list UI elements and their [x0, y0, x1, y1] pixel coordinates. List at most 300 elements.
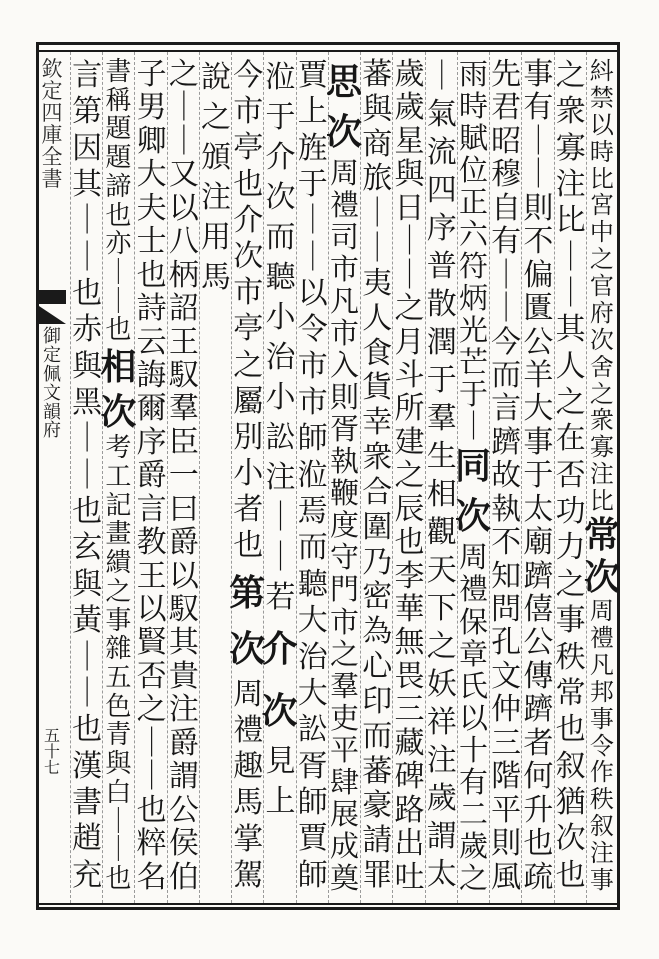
text-column: [583, 57, 620, 898]
text-char: 成: [330, 828, 360, 863]
text-char: 羊: [523, 357, 554, 393]
text-char: 王: [168, 324, 199, 360]
text-char: 師: [297, 421, 328, 457]
text-char: ｜: [491, 257, 522, 293]
text-char: 建: [394, 424, 425, 460]
text-char: 又: [168, 157, 199, 193]
text-char: 執: [491, 491, 522, 527]
text-char: 題: [105, 114, 132, 145]
text-char: 稱: [105, 85, 132, 116]
text-char: 不: [491, 525, 522, 561]
text-char: 蕃: [362, 57, 393, 92]
text-char: 大: [523, 391, 554, 427]
text-char: 于: [426, 363, 457, 398]
text-char: 商: [362, 126, 393, 162]
text-char: 賈: [297, 821, 328, 857]
book-title: 御 定 佩 文 韻 府: [43, 326, 61, 442]
text-char: 芒: [458, 345, 488, 380]
text-char: 合: [362, 474, 393, 510]
text-char: 昭: [491, 123, 522, 159]
text-char: 詔: [168, 291, 199, 327]
text-char: 二: [458, 796, 488, 831]
text-char: 守: [330, 540, 360, 575]
text-char: 傳: [523, 658, 554, 694]
text-char: 馭: [168, 357, 199, 393]
text-column: [394, 57, 425, 898]
text-char: 知: [491, 558, 522, 594]
headword-char: 次: [261, 690, 298, 732]
text-char: 記: [105, 490, 132, 521]
text-char: 之: [458, 860, 488, 895]
text-char: 文: [491, 658, 522, 694]
text-char: 食: [362, 335, 393, 371]
text-char: 衆: [589, 406, 614, 435]
text-char: 馬: [201, 260, 232, 295]
text-char: 以: [297, 276, 328, 312]
text-char: 穆: [491, 157, 522, 193]
text-char: 誨: [136, 357, 167, 393]
text-char: 一: [168, 458, 199, 494]
text-char: 市: [297, 348, 328, 384]
text-char: 師: [297, 784, 328, 820]
text-char: 乃: [362, 544, 393, 580]
text-char: 展: [330, 796, 360, 831]
text-char: 馬: [233, 785, 264, 821]
text-char: 上: [265, 784, 296, 819]
text-char: 之: [555, 385, 586, 421]
text-char: 也: [105, 315, 132, 346]
text-char: 聽: [265, 260, 296, 295]
text-char: 介: [233, 202, 264, 238]
text-char: 禮: [589, 624, 614, 653]
headword-char: 次: [326, 110, 363, 153]
text-char: 之: [105, 576, 132, 607]
text-char: ｜: [72, 203, 103, 239]
text-char: 躋: [491, 424, 522, 460]
text-column: [261, 58, 298, 898]
text-char: 雜: [105, 634, 132, 665]
text-char: 李: [394, 558, 425, 594]
text-char: 也: [555, 857, 586, 893]
text-column: [556, 58, 584, 898]
text-char: 辰: [394, 491, 425, 527]
text-char: 注: [589, 839, 614, 868]
text-char: 小: [265, 380, 296, 415]
text-char: 羣: [168, 391, 199, 427]
text-char: 作: [589, 758, 614, 787]
text-char: 階: [491, 759, 522, 795]
text-char: 趣: [233, 749, 264, 785]
text-char: 貴: [168, 658, 199, 694]
text-char: 侯: [168, 826, 199, 862]
headword-char: 介: [261, 628, 298, 670]
text-char: 色: [105, 691, 132, 722]
text-char: 正: [458, 185, 488, 220]
text-char: 吐: [394, 859, 425, 895]
text-char: 凡: [589, 650, 614, 679]
text-char: 府: [589, 298, 614, 327]
text-char: 所: [394, 391, 425, 427]
text-char: ｜: [105, 835, 132, 866]
text-column: [137, 58, 165, 898]
text-char: 趙: [72, 821, 103, 857]
text-char: 印: [362, 683, 393, 719]
text-char: 充: [72, 857, 103, 893]
text-char: 夷: [362, 265, 393, 301]
text-char: ｜: [426, 59, 457, 94]
text-char: 士: [136, 224, 167, 260]
text-char: 之: [555, 58, 586, 93]
text-char: 上: [297, 94, 328, 130]
text-char: 大: [297, 675, 328, 711]
text-char: 祥: [426, 705, 457, 740]
text-char: 訟: [265, 420, 296, 455]
text-char: 周: [233, 676, 264, 712]
text-char: 比: [589, 164, 614, 193]
text-char: 舍: [589, 352, 614, 381]
text-char: 市: [297, 385, 328, 421]
text-char: 奠: [330, 860, 360, 895]
text-char: 下: [426, 591, 457, 626]
text-char: 有: [458, 764, 488, 799]
text-char: 何: [523, 759, 554, 795]
text-char: 否: [555, 457, 586, 493]
text-char: 者: [523, 725, 554, 761]
text-char: 平: [330, 732, 360, 767]
text-column: [427, 58, 455, 898]
text-char: 斗: [394, 357, 425, 393]
text-char: 書: [105, 57, 132, 87]
text-char: 貨: [362, 370, 393, 406]
text-char: ｜: [265, 500, 296, 535]
text-char: 第: [72, 94, 103, 130]
text-char: ｜: [555, 276, 586, 312]
text-char: 雨: [458, 57, 488, 91]
text-char: 也: [523, 826, 554, 862]
text-char: 其: [72, 167, 103, 203]
text-char: 人: [362, 300, 393, 336]
text-char: 叙: [555, 748, 586, 784]
text-char: ｜: [136, 725, 167, 761]
text-char: 符: [458, 249, 488, 284]
text-char: 妖: [426, 667, 457, 702]
text-char: 流: [426, 135, 457, 170]
text-char: 公: [523, 625, 554, 661]
text-char: 黑: [72, 385, 103, 421]
text-char: 諦: [105, 171, 132, 202]
text-char: 位: [458, 153, 488, 188]
text-char: ｜: [394, 224, 425, 260]
text-char: 市: [330, 604, 360, 639]
text-char: 力: [555, 530, 586, 566]
text-char: 心: [362, 649, 393, 685]
text-char: ｜: [168, 90, 199, 126]
text-char: 風: [491, 859, 522, 895]
text-char: 事: [589, 865, 614, 894]
text-char: 也: [136, 257, 167, 293]
text-char: 四: [426, 173, 457, 208]
text-char: ｜: [105, 806, 132, 837]
text-char: 衆: [555, 94, 586, 130]
text-char: 令: [589, 731, 614, 760]
text-char: 密: [362, 579, 393, 615]
text-char: 訟: [297, 712, 328, 748]
text-char: 事: [105, 605, 132, 636]
text-char: 序: [136, 424, 167, 460]
text-char: 秩: [589, 785, 614, 814]
text-char: 臣: [168, 424, 199, 460]
text-char: 大: [136, 157, 167, 193]
text-char: ｜: [168, 123, 199, 159]
text-char: 之: [394, 291, 425, 327]
text-char: 門: [330, 572, 360, 607]
text-char: ｜: [297, 203, 328, 239]
text-char: 也: [105, 864, 132, 894]
text-char: 保: [458, 604, 488, 639]
text-char: 時: [458, 89, 488, 124]
text-char: 也: [72, 276, 103, 312]
text-char: 玄: [72, 530, 103, 566]
headword-char: 同: [454, 445, 491, 488]
text-char: 之: [330, 636, 360, 671]
text-char: 胥: [297, 748, 328, 784]
text-char: 事: [523, 57, 554, 92]
text-char: 旅: [362, 161, 393, 197]
text-char: 介: [265, 140, 296, 175]
text-char: 光: [458, 313, 488, 348]
text-char: 之: [426, 629, 457, 664]
text-char: 鞭: [330, 476, 360, 511]
text-column: [201, 58, 232, 898]
text-char: 圍: [362, 509, 393, 545]
text-char: 而: [491, 357, 522, 393]
text-char: 市: [233, 94, 264, 130]
text-char: 涖: [297, 457, 328, 493]
text-char: 與: [105, 749, 132, 780]
text-char: ｜: [72, 675, 103, 711]
text-char: 而: [362, 718, 393, 754]
text-char: 周: [458, 540, 488, 575]
text-char: 升: [523, 792, 554, 828]
text-char: 幸: [362, 405, 393, 441]
bottom-rule: [36, 903, 620, 905]
text-char: 禁: [589, 83, 614, 112]
text-char: 與: [72, 566, 103, 602]
text-char: 令: [297, 312, 328, 348]
text-char: 五: [105, 662, 132, 693]
text-column: [298, 58, 326, 898]
text-char: 之: [589, 245, 614, 274]
text-char: 歲: [394, 90, 425, 126]
text-char: 公: [168, 792, 199, 828]
text-char: 言: [491, 391, 522, 427]
text-char: 言: [72, 58, 103, 93]
text-char: 今: [233, 58, 264, 93]
text-char: 說: [201, 60, 232, 95]
text-char: 中: [589, 218, 614, 247]
text-char: 其: [168, 625, 199, 661]
text-char: 以: [458, 700, 488, 735]
text-char: 八: [168, 224, 199, 260]
fishtail-mark: [36, 304, 66, 324]
text-char: ｜: [72, 239, 103, 275]
headword-char: 思: [326, 61, 363, 103]
text-char: 藏: [394, 725, 425, 761]
text-char: 亭: [233, 130, 264, 166]
text-char: 天: [426, 553, 457, 588]
text-char: 工: [105, 461, 132, 492]
text-char: ｜: [105, 286, 132, 317]
text-char: ｜: [72, 421, 103, 457]
text-char: 則: [330, 380, 360, 415]
text-char: 小: [233, 456, 264, 492]
text-char: 亭: [233, 311, 264, 347]
text-char: 有: [523, 90, 554, 126]
text-char: 炳: [458, 281, 488, 316]
headword-char: 次: [100, 390, 137, 433]
text-char: 書: [72, 784, 103, 820]
text-char: 歲: [426, 781, 457, 816]
text-char: 次: [233, 238, 264, 274]
text-char: 也: [394, 525, 425, 561]
text-char: 之: [168, 57, 199, 92]
text-char: 漢: [72, 748, 103, 784]
text-char: ｜: [555, 239, 586, 275]
text-char: 君: [491, 90, 522, 126]
text-char: 之: [201, 100, 232, 135]
headword-char: 第: [229, 571, 266, 614]
text-char: 觀: [426, 515, 457, 550]
text-char: 注: [589, 460, 614, 489]
text-column: [523, 57, 554, 898]
text-char: 次: [589, 325, 614, 354]
text-char: 也: [72, 494, 103, 530]
headword-char: 相: [100, 346, 137, 389]
text-char: 罪: [362, 858, 393, 894]
text-char: 華: [394, 592, 425, 627]
text-char: 官: [589, 272, 614, 300]
headword-char: 次: [583, 555, 620, 598]
text-char: 與: [362, 91, 393, 127]
text-char: 也: [233, 528, 264, 564]
text-char: ｜: [72, 457, 103, 493]
text-char: 男: [136, 90, 167, 126]
text-char: 賦: [458, 121, 488, 156]
text-char: 考: [105, 433, 132, 464]
text-char: 則: [491, 826, 522, 862]
text-char: 與: [72, 348, 103, 384]
text-char: 自: [491, 190, 522, 226]
text-char: 月: [394, 324, 425, 360]
text-char: 爵: [136, 458, 167, 494]
text-char: 日: [394, 190, 425, 226]
text-char: 普: [426, 249, 457, 284]
text-char: 而: [265, 220, 296, 255]
text-char: 今: [491, 324, 522, 360]
text-char: 為: [362, 614, 393, 650]
text-char: 言: [136, 491, 167, 527]
text-char: 而: [297, 530, 328, 566]
text-char: ｜: [265, 540, 296, 575]
text-char: 小: [265, 300, 296, 335]
text-char: 畫: [105, 519, 132, 550]
text-char: 名: [136, 859, 167, 895]
text-char: 注: [201, 180, 232, 215]
text-char: ｜: [105, 258, 132, 289]
text-char: 別: [233, 419, 264, 455]
text-char: 度: [330, 508, 360, 543]
text-char: 注: [265, 460, 296, 495]
text-char: 爾: [136, 391, 167, 427]
text-char: 爵: [168, 525, 199, 561]
text-char: 卿: [136, 123, 167, 159]
text-column: [169, 58, 197, 898]
text-char: ｜: [72, 639, 103, 675]
text-char: 衆: [362, 440, 393, 476]
text-char: 三: [394, 692, 425, 728]
text-char: 之: [136, 692, 167, 728]
text-char: 孔: [491, 625, 522, 661]
page-number: 五 十 七: [43, 726, 60, 777]
text-char: 太: [523, 491, 554, 527]
text-char: 其: [555, 312, 586, 348]
text-char: 赤: [72, 312, 103, 348]
text-char: 也: [72, 712, 103, 748]
text-char: ｜: [362, 231, 393, 267]
text-char: 謂: [426, 819, 457, 854]
text-char: 禮: [458, 572, 488, 607]
text-char: 公: [523, 324, 554, 360]
text-char: 胥: [330, 412, 360, 447]
text-char: ｜: [523, 123, 554, 159]
text-char: 平: [491, 792, 522, 828]
text-column: [491, 57, 522, 898]
text-char: 之: [589, 379, 614, 408]
text-char: 事: [589, 704, 614, 733]
text-char: 夫: [136, 190, 167, 226]
text-char: 寡: [555, 130, 586, 166]
text-char: 蕃: [362, 753, 393, 789]
text-char: 白: [105, 777, 132, 808]
text-char: 者: [233, 492, 264, 528]
text-char: 事: [523, 424, 554, 460]
text-char: 伯: [168, 859, 199, 895]
text-char: 賢: [136, 625, 167, 661]
text-char: 因: [72, 130, 103, 166]
text-char: 時: [589, 137, 614, 166]
text-char: 歲: [458, 828, 488, 863]
text-char: 匱: [523, 291, 554, 327]
text-char: 氣: [426, 97, 457, 132]
text-char: 市: [330, 316, 360, 351]
text-char: 繢: [105, 548, 132, 579]
text-char: 生: [426, 439, 457, 474]
text-char: 無: [394, 625, 425, 661]
text-char: 若: [265, 580, 296, 615]
text-char: 焉: [297, 494, 328, 530]
text-char: 聽: [297, 566, 328, 602]
text-char: 柄: [168, 257, 199, 293]
headword-char: 次: [229, 627, 266, 670]
text-char: 于: [297, 167, 328, 203]
text-char: 司: [330, 220, 360, 255]
text-char: ｜: [136, 759, 167, 795]
text-column: [72, 58, 103, 898]
text-char: 亦: [105, 229, 132, 260]
text-char: 在: [555, 421, 586, 457]
text-char: 禮: [330, 188, 360, 223]
text-char: 星: [394, 123, 425, 159]
